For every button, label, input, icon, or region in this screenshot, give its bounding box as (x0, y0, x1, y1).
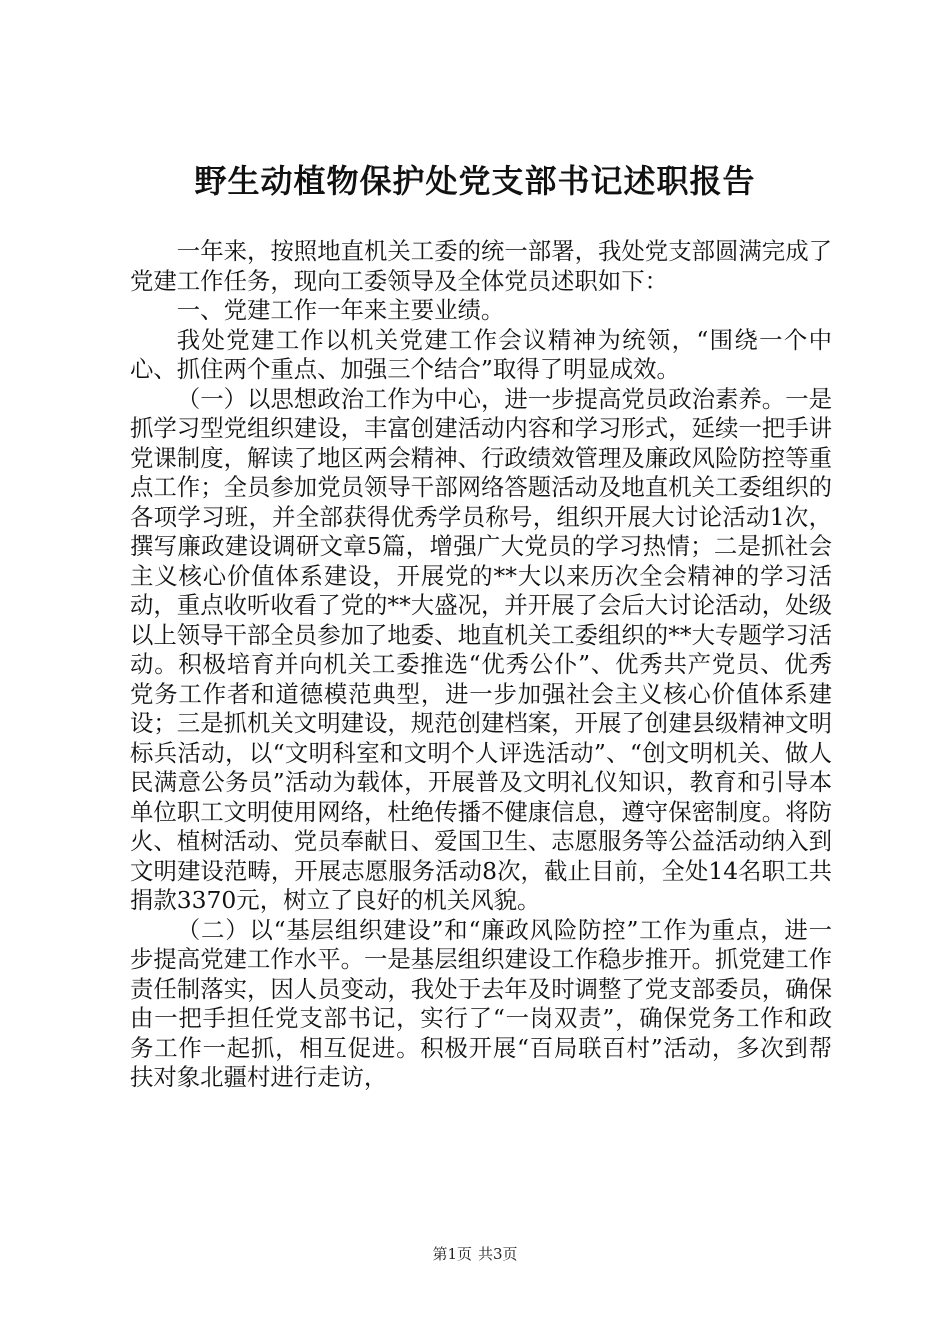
paragraph-item-one: （一）以思想政治工作为中心，进一步提高党员政治素养。一是抓学习型党组织建设，丰富创建活动内容和学习形式，延续一把手讲党课制度，解读了地区两会精神、行政绩效管理及廉政风险防控等重点工作；全员参加党员领导干部网络答题活动及地直机关工委组织的各项学习班，并全部获得优秀学员称号，组织开展大讨论活动1次，撰写廉政建设调研文章5篇，增强广大党员的学习热情；二是抓社会主义核心价值体系建设，开展党的**大以来历次全会精神的学习活动，重点收听收看了党的**大盛况，并开展了会后大讨论活动，处级以上领导干部全员参加了地委、地直机关工委组织的**大专题学习活动。积极培育并向机关工委推选“优秀公仆”、优秀共产党员、优秀党务工作者和道德模范典型，进一步加强社会主义核心价值体系建设；三是抓机关文明建设，规范创建档案，开展了创建县级精神文明标兵活动，以“文明科室和文明个人评选活动”、“创文明机关、做人民满意公务员”活动为载体，开展普及文明礼仪知识，教育和引导本单位职工文明使用网络，杜绝传播不健康信息，遵守保密制度。将防火、植树活动、党员奉献日、爱国卫生、志愿服务等公益活动纳入到文明建设范畴，开展志愿服务活动8次，截止目前，全处14名职工共捐款3370元，树立了良好的机关风貌。 (130, 384, 832, 914)
page-number: 第1页 (432, 1245, 472, 1263)
document-title: 野生动植物保护处党支部书记述职报告 (194, 162, 756, 200)
paragraph-item-two: （二）以“基层组织建设”和“廉政风险防控”工作为重点，进一步提高党建工作水平。一是基层组织建设工作稳步推开。抓党建工作责任制落实，因人员变动，我处于去年及时调整了党支部委员，确保由一把手担任党支部书记，实行了“一岗双责”，确保党务工作和政务工作一起抓，相互促进。积极开展“百局联百村”活动，多次到帮扶对象北疆村进行走访， (130, 915, 832, 1091)
paragraph-summary: 我处党建工作以机关党建工作会议精神为统领，“围绕一个中心、抓住两个重点、加强三个结合”取得了明显成效。 (130, 325, 832, 383)
document-body (130, 237, 832, 1093)
page-total: 共3页 (478, 1245, 518, 1263)
paragraph-intro: 一年来，按照地直机关工委的统一部署，我处党支部圆满完成了党建工作任务，现向工委领导及全体党员述职如下： (130, 237, 832, 295)
page-footer (0, 1244, 950, 1264)
paragraph-section-heading: 一、党建工作一年来主要业绩。 (176, 296, 505, 324)
